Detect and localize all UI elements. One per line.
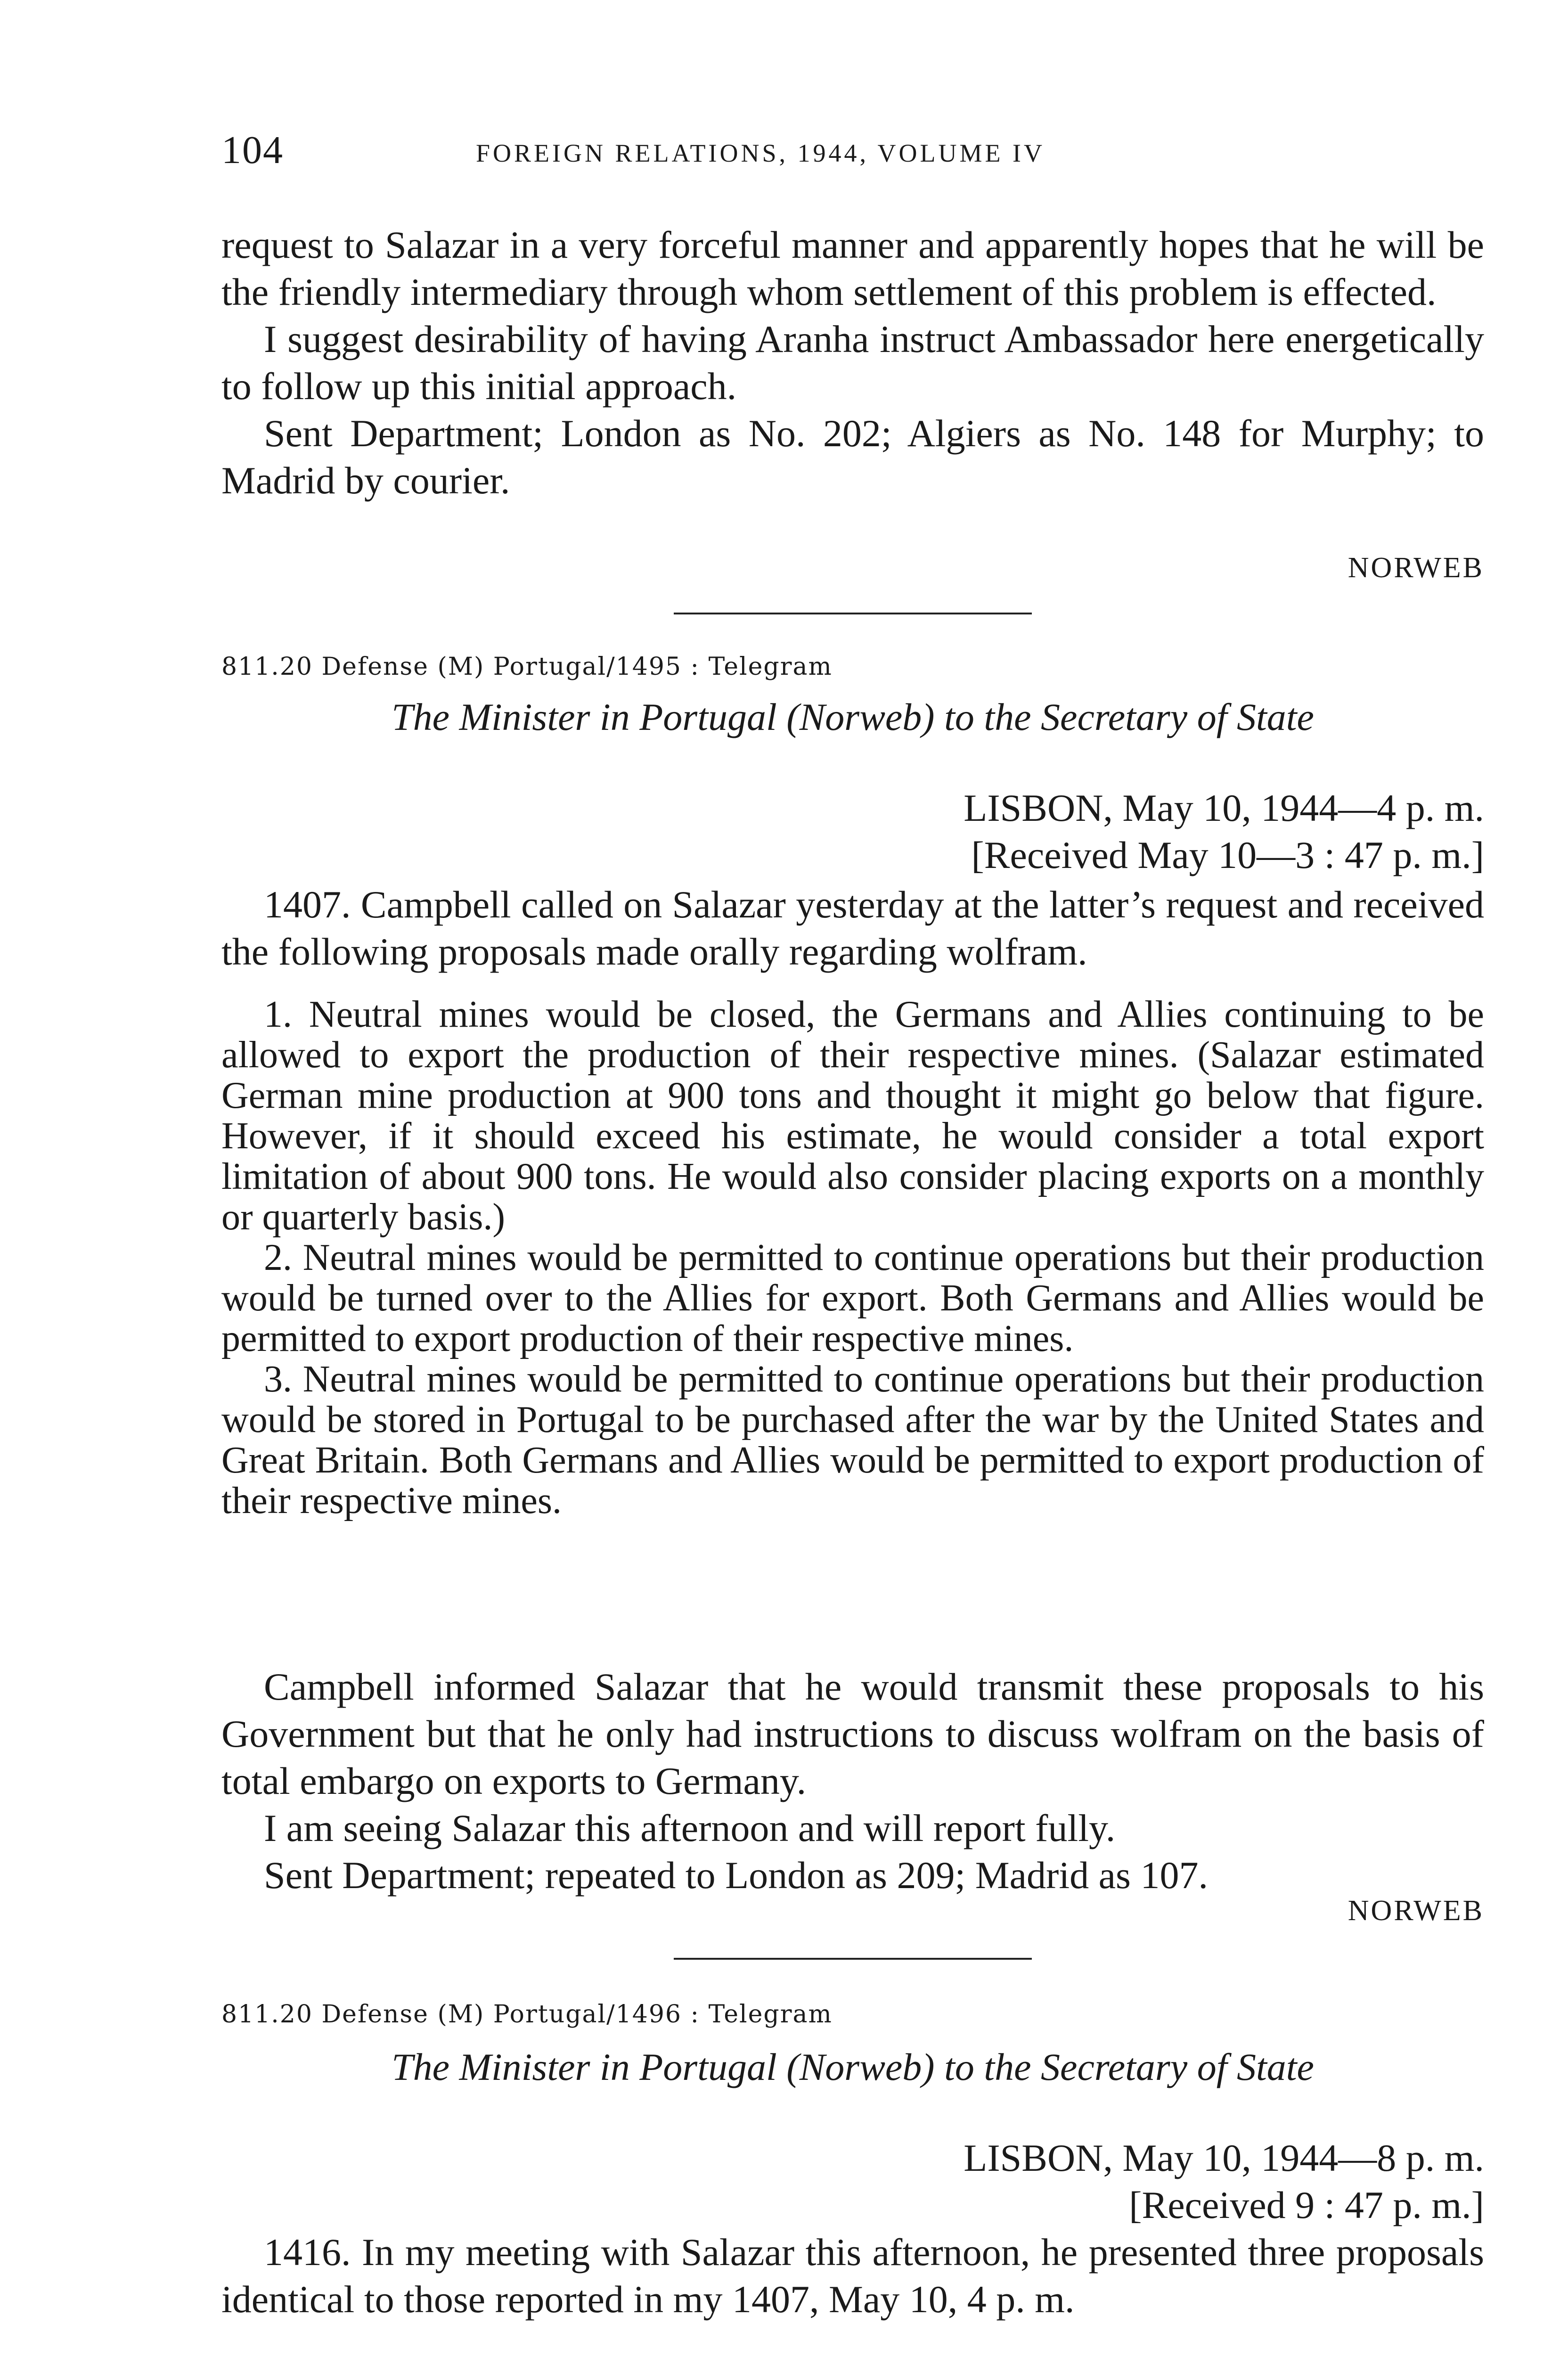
dateline-sent: LISBON, May 10, 1944—8 p. m. (964, 2136, 1484, 2179)
section-divider (674, 1958, 1032, 1960)
paragraph: 1416. In my meeting with Salazar this afternoon, he presented three proposals identical to those reported in my 1407, May 10, 4 p. m. (221, 2231, 1484, 2321)
dateline-received: [Received 9 : 47 p. m.] (1129, 2184, 1484, 2226)
paragraph: I suggest desirability of having Aranha instruct Ambassador here energetically to follow up this initial approach. (221, 318, 1484, 408)
file-reference: 811.20 Defense (M) Portugal/1495 : Telegram (221, 653, 833, 681)
list-item: 3. Neutral mines would be permitted to continue operations but their production would be stored in Portugal to be purchased after the war by the United States and Great Britain. Both Germans and Allies would be permitted to export production of their respective mines. (221, 1358, 1484, 1522)
dateline (964, 2135, 1484, 2229)
list-item: 1. Neutral mines would be closed, the Germans and Allies continuing to be allowed to export the production of their respective mines. (Salazar estimated German mine production at 900 tons and thought it might go below that figure. However, if it should exceed his estimate, he would consider a total export limitation of about 900 tons. He would also consider placing exports on a monthly or quarterly basis.) (221, 994, 1484, 1238)
document-title: The Minister in Portugal (Norweb) to the Secretary of State (392, 695, 1314, 738)
file-reference: 811.20 Defense (M) Portugal/1496 : Telegram (221, 2000, 833, 2029)
paragraph: Sent Department; repeated to London as 209; Madrid as 107. (264, 1854, 1208, 1897)
section-divider (674, 613, 1032, 614)
telegram-body (221, 2229, 1484, 2323)
signature: NORWEB (1348, 1895, 1484, 1927)
document-title: The Minister in Portugal (Norweb) to the Secretary of State (392, 2045, 1314, 2088)
dateline-received: [Received May 10—3 : 47 p. m.] (971, 834, 1484, 876)
list-item: 2. Neutral mines would be permitted to continue operations but their production would be turned over to the Allies for export. Both Germans and Allies would be permitted to export production of their respective mines. (221, 1237, 1484, 1359)
paragraph: request to Salazar in a very forceful manner and apparently hopes that he will be the friendly intermediary through whom settlement of this problem is effected. (221, 223, 1484, 313)
paragraph: Campbell informed Salazar that he would transmit these proposals to his Government but that he only had instructions to discuss wolfram on the basis of total embargo on exports to Germany. (221, 1665, 1484, 1802)
continued-telegram (221, 221, 1484, 504)
paragraph: Sent Department; London as No. 202; Algiers as No. 148 for Murphy; to Madrid by courier. (221, 412, 1484, 502)
dateline (964, 785, 1484, 879)
paragraph: 1407. Campbell called on Salazar yesterday at the latter’s request and received the following proposals made orally regarding wolfram. (221, 883, 1484, 973)
page-number: 104 (221, 128, 284, 172)
telegram-body (221, 881, 1484, 975)
dateline-sent: LISBON, May 10, 1944—4 p. m. (964, 786, 1484, 829)
proposals-list (221, 994, 1484, 1521)
paragraph: I am seeing Salazar this afternoon and will report fully. (264, 1807, 1116, 1849)
running-head: FOREIGN RELATIONS, 1944, VOLUME IV (476, 139, 1045, 167)
telegram-body-closing (221, 1663, 1484, 1899)
signature: NORWEB (1348, 552, 1484, 584)
page-header (221, 127, 1484, 174)
